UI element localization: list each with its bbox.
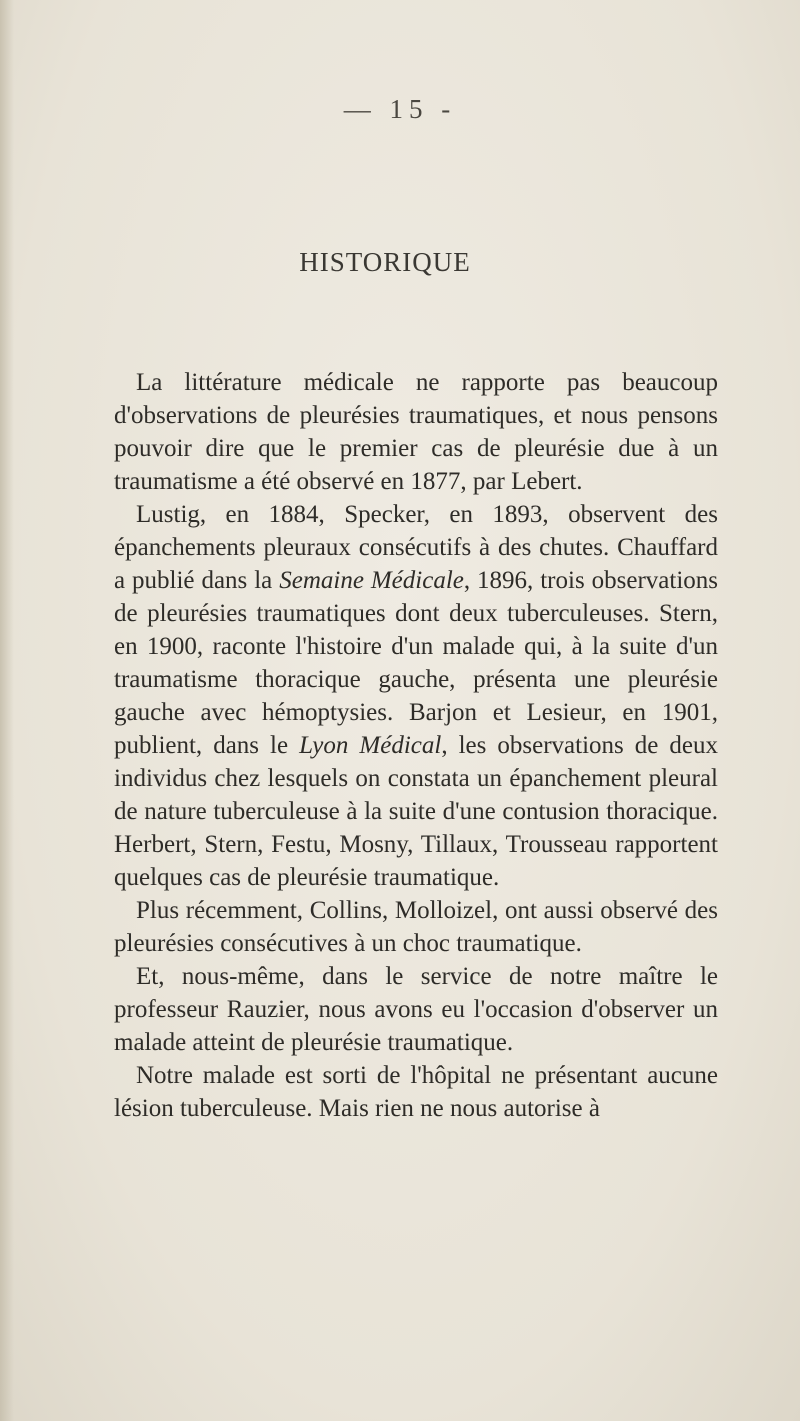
paragraph-3 (114, 894, 718, 960)
page-binding-edge (0, 0, 14, 1421)
body-text (114, 366, 718, 1125)
page-number: — 15 - (343, 94, 457, 124)
paragraph-2 (114, 498, 718, 894)
text-run: Plus récemment, Collins, Molloizel, ont aussi observé des pleurésies consécutives à un choc traumatique. (114, 897, 718, 957)
text-run: , les observations de deux individus chez lesquels on constata un épanchement pleural de nature tuberculeuse à la suite d'une contusion thoracique. Herbert, Stern, Festu, Mosny, Tillaux, Trousseau rapportent quelques cas de pleurésie traumatique. (114, 732, 718, 891)
text-run: Lustig, en 1884, Specker, en 1893, observent des épanchements pleuraux consécutifs à des chutes. Chauffard a publié dans la (114, 501, 718, 594)
paragraph-5 (114, 1059, 718, 1125)
section-heading: HISTORIQUE (299, 247, 471, 277)
paragraph-4 (114, 960, 718, 1059)
text-run: Notre malade est sorti de l'hôpital ne présentant aucune lésion tuberculeuse. Mais rien ne nous autorise à (114, 1062, 718, 1122)
paragraph-1 (114, 366, 718, 498)
text-run: , 1896, trois observations de pleurésies traumatiques dont deux tuberculeuses. Stern, en 1900, raconte l'histoire d'un malade qui, à la suite d'un traumatisme thoracique gauche, présenta une pleurésie gauche avec hémoptysies. Barjon et Lesieur, en 1901, publient, dans le (114, 567, 718, 759)
text-run: La littérature médicale ne rapporte pas beaucoup d'observations de pleurésies traumatiques, et nous pensons pouvoir dire que le premier cas de pleurésie due à un traumatisme a été observé en 1877, par Lebert. (114, 369, 718, 495)
journal-title: Semaine Médicale (279, 567, 464, 594)
journal-title: Lyon Médical (299, 732, 442, 759)
text-run: Et, nous-même, dans le service de notre maître le professeur Rauzier, nous avons eu l'occasion d'observer un malade atteint de pleurésie traumatique. (114, 963, 718, 1056)
